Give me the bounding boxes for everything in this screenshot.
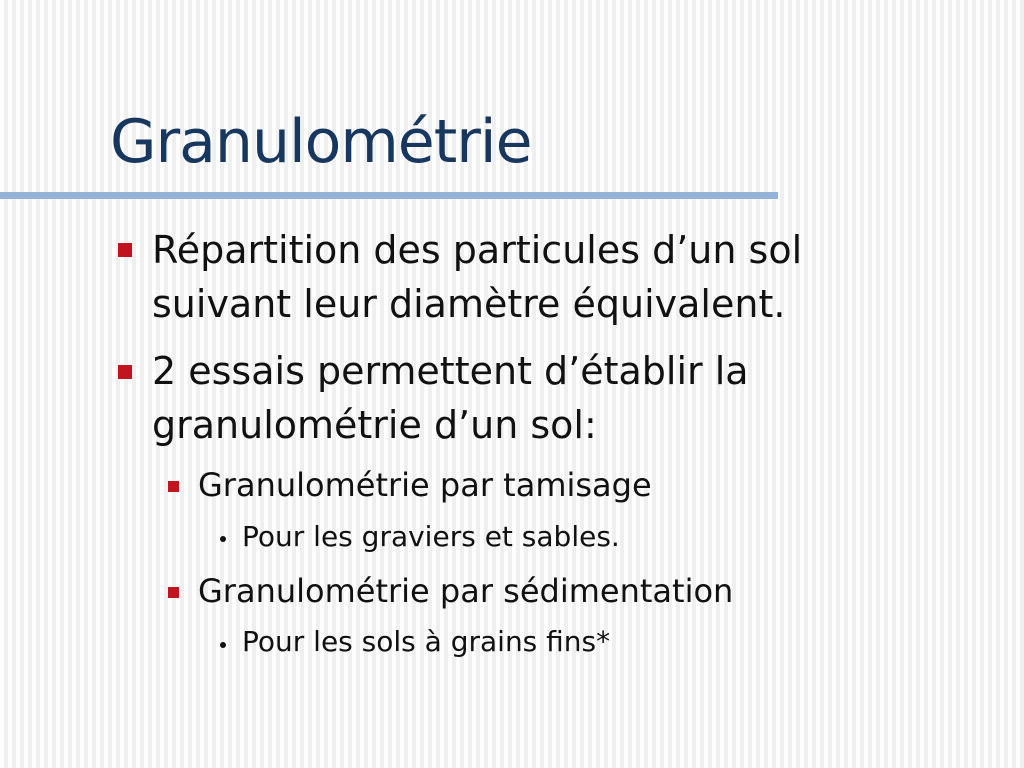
square-bullet-icon bbox=[118, 365, 132, 379]
square-bullet-icon bbox=[168, 481, 179, 492]
bullet-line: suivant leur diamètre équivalent. bbox=[152, 282, 786, 326]
bullet-line: Granulométrie par tamisage bbox=[198, 466, 652, 504]
bullet-line: Granulométrie par sédimentation bbox=[198, 572, 734, 610]
slide-title: Granulométrie bbox=[110, 107, 532, 177]
dot-bullet-icon bbox=[220, 642, 226, 648]
title-underline-rule bbox=[0, 192, 778, 199]
bullet-line: Pour les sols à grains fins* bbox=[242, 625, 611, 658]
dot-bullet-icon bbox=[220, 536, 226, 542]
bullet-line: Répartition des particules d’un sol bbox=[152, 228, 803, 272]
bullet-line: 2 essais permettent d’établir la bbox=[152, 349, 749, 393]
square-bullet-icon bbox=[118, 243, 132, 257]
square-bullet-icon bbox=[168, 587, 179, 598]
bullet-line: Pour les graviers et sables. bbox=[242, 520, 620, 553]
bullet-line: granulométrie d’un sol: bbox=[152, 403, 597, 447]
